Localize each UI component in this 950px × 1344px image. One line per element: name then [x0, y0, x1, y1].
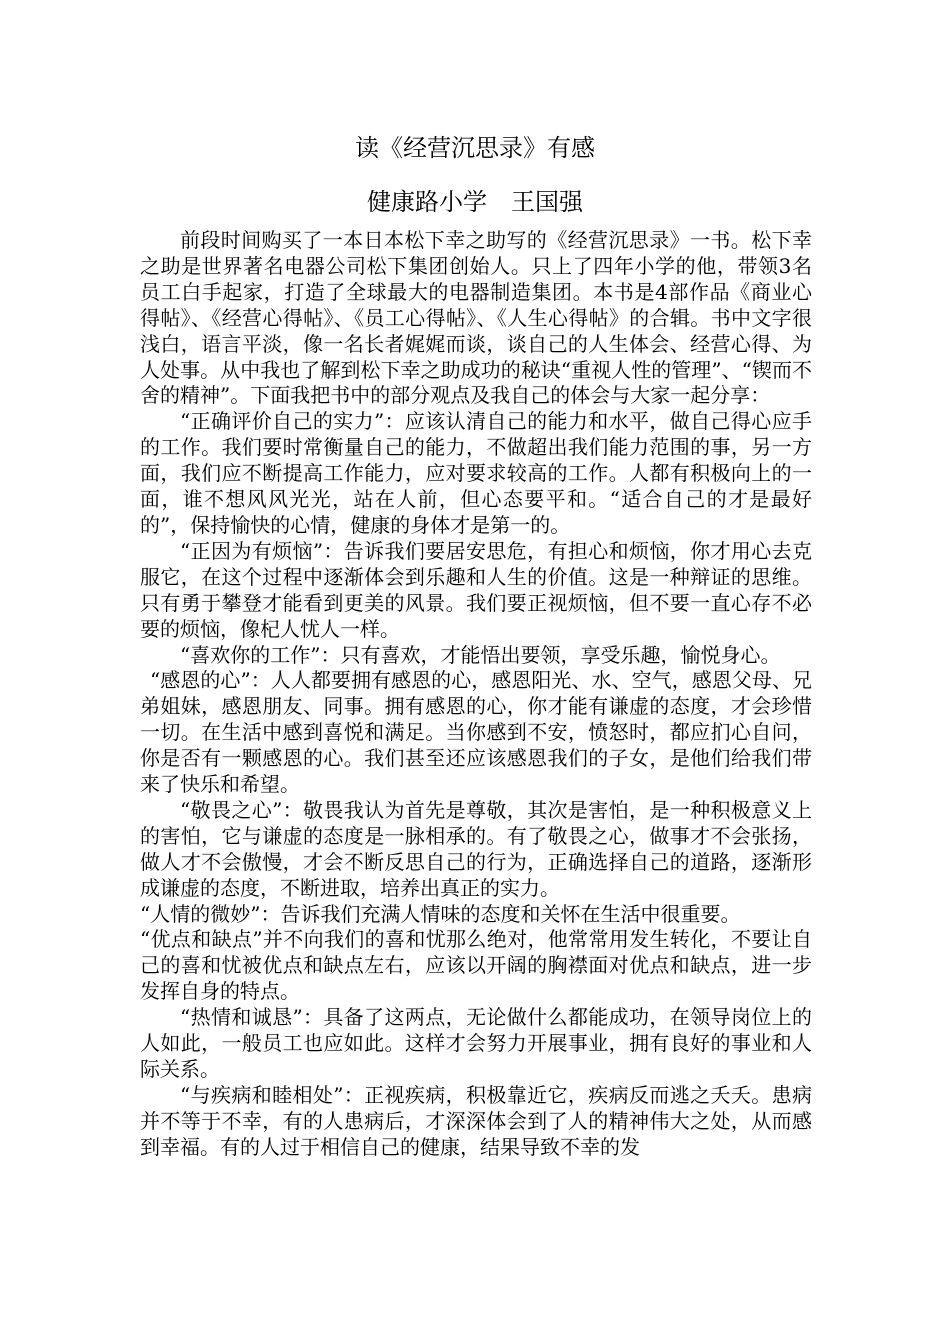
author-byline: 健康路小学 王国强 [367, 188, 583, 216]
paragraph-intro: 前段时间购买了一本日本松下幸之助写的《经营沉思录》一书。松下幸之助是世界著名电器公司松下集团创始人。只上了四年小学的他，带领3名员工白手起家，打造了全球最大的电器制造集团。本书是4部作品《商业心得帖》、《经营心得帖》、《员工心得帖》、《人生心得帖》的合辑。书中文字很浅白，语言平淡，像一名长者娓娓而谈，谈自己的人生体会、经营心得、为人处事。从中我也了解到松下幸之助成功的秘诀“重视人性的管理”、“锲而不舍的精神”。下面我把书中的部分观点及我自己的体会与大家一起分享： [140, 228, 812, 408]
paragraph-love-work: “喜欢你的工作”：只有喜欢，才能悟出要领，享受乐趣，愉悦身心。 [180, 642, 781, 667]
paragraph-reverence: “敬畏之心”：敬畏我认为首先是尊敬，其次是害怕，是一种积极意义上的害怕，它与谦虚的态度是一脉相承的。有了敬畏之心，做事才不会张扬，做人才不会傲慢，才会不断反思自己的行为，正确选择自己的道路，逐渐形成谦虚的态度，不断进取，培养出真正的实力。 [140, 797, 812, 900]
paragraph-gratitude: “感恩的心”：人人都要拥有感恩的心，感恩阳光、水、空气，感恩父母、兄弟姐妹，感恩朋友、同事。拥有感恩的心，你才能有谦虚的态度，才会珍惜一切。在生活中感到喜悦和满足。当你感到不安，愤怒时，都应扪心自问，你是否有一颗感恩的心。我们甚至还应该感恩我们的子女，是他们给我们带来了快乐和希望。 [140, 668, 812, 797]
paragraph-illness: “与疾病和睦相处”：正视疾病，积极靠近它，疾病反而逃之夭夭。患病并不等于不幸，有的人患病后，才深深体会到了人的精神伟大之处，从而感到幸福。有的人过于相信自己的健康，结果导致不幸的发 [140, 1082, 812, 1159]
document-title: 读《经营沉思录》有感 [355, 134, 595, 162]
paragraph-strengths-weaknesses: “优点和缺点”并不向我们的喜和忧那么绝对，他常常用发生转化，不要让自己的喜和忧被优点和缺点左右，应该以开阔的胸襟面对优点和缺点，进一步发挥自身的特点。 [140, 927, 812, 1004]
paragraph-worries: “正因为有烦恼”：告诉我们要居安思危，有担心和烦恼，你才用心去克服它，在这个过程中逐渐体会到乐趣和人生的价值。这是一种辩证的思维。只有勇于攀登才能看到更美的风景。我们要正视烦恼，但不要一直心存不必要的烦恼，像杞人忧人一样。 [140, 538, 812, 641]
paragraph-human-feelings: “人情的微妙”：告诉我们充满人情味的态度和关怀在生活中很重要。 [140, 901, 741, 926]
paragraph-self-assessment: “正确评价自己的实力”：应该认清自己的能力和水平，做自己得心应手的工作。我们要时常衡量自己的能力，不做超出我们能力范围的事，另一方面，我们应不断提高工作能力，应对要求较高的工作。人都有积极向上的一面，谁不想风风光光，站在人前，但心态要平和。“适合自己的才是最好的”，保持愉快的心情，健康的身体才是第一的。 [140, 409, 812, 537]
paragraph-enthusiasm: “热情和诚恳”：具备了这两点，无论做什么都能成功，在领导岗位上的人如此，一般员工也应如此。这样才会努力开展事业，拥有良好的事业和人际关系。 [140, 1005, 812, 1081]
document-body [140, 228, 812, 1161]
